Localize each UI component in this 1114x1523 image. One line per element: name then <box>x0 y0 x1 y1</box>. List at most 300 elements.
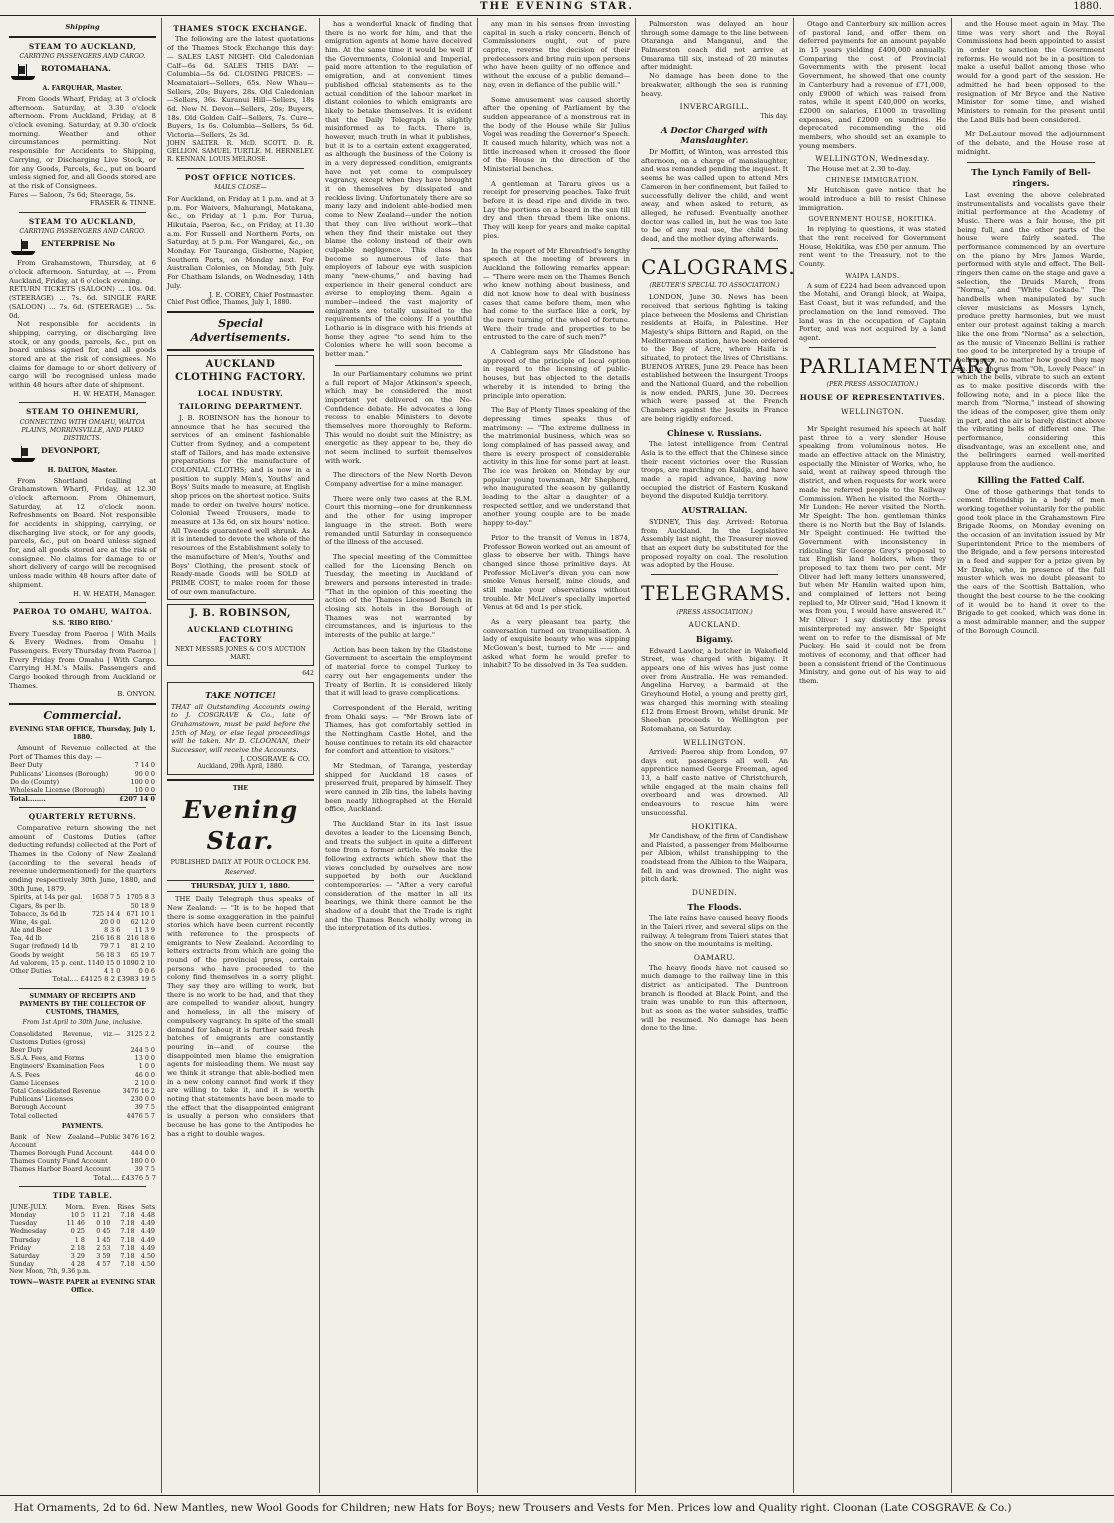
tide-cell: 7.18 <box>120 1243 135 1252</box>
table-cell: 81 2 10 <box>130 942 155 951</box>
divider <box>167 779 314 781</box>
table-cell: 1658 7 5 <box>91 893 121 902</box>
ship-name: S.S. 'RIBO RIBO.' <box>52 619 113 627</box>
news-paragraph: No damage has been done to the breakwater, although the sea is running heavy. <box>641 72 788 98</box>
ship-entry <box>9 64 156 82</box>
news-paragraph: and the House meet again in May. The time was very short and the Royal Commissions had been appointed to assist in order to sanction the Government reforms. He would not be in a position to make a useful ballot among those who would for a good part of the session. He admitted he had been opposed to the resignation of Mr Bryce and the Native Minister for some time, and wished Ministers to remain for the present until the Land Bills had been considered. <box>957 20 1105 124</box>
news-paragraph: Action has been taken by the Gladstone Government to ascertain the employment of material force to compel Turkey to carry out her engagements under the Treaty of Berlin. It is considered likely that it will lead to grave complications. <box>325 645 472 698</box>
tide-row <box>9 1211 156 1219</box>
tide-cell: 4.49 <box>140 1219 155 1228</box>
tide-row <box>9 1244 156 1252</box>
news-paragraph: Otago and Canterbury six million acres of pastoral land, and offer them on deferred payments for an amount payable in 15 years yielding £400,000 annually. Comparing the cost of Provincial Governments with the present local Government, he showed that one county in Canterbury had a revenue of £71,000, only £9000 of which was raised from rates, while it spent £40,000 on works, £2000 on salaries, £1000 in travelling expenses, and £2000 on sundries. He deprecated recommending the old members, who should set an example to young members. <box>799 20 946 150</box>
post-office-subtitle: MAILS CLOSE— <box>214 184 267 191</box>
dateline-date: This day. <box>760 112 788 120</box>
notice-title: STEAM TO AUCKLAND, <box>28 41 137 51</box>
quarterly-row <box>9 893 156 901</box>
tide-cell: 4.49 <box>140 1227 155 1236</box>
notice-agents: FRASER & TINNE. <box>89 199 156 208</box>
quarterly-row <box>9 910 156 918</box>
story-body: The late rains have caused heavy floods in the Taieri river, and several slips on the railway. A telegram from Taieri states that the snow on the mountains is melting. <box>641 914 788 949</box>
commercial-heading: Commercial. <box>43 709 122 723</box>
issue-date: THURSDAY, JULY 1, 1880. <box>167 880 314 893</box>
tide-cell: 0 10 <box>96 1219 111 1228</box>
dateline-place: WELLINGTON. <box>841 406 904 416</box>
column-news <box>478 18 636 1493</box>
tide-cell: 1 45 <box>96 1235 111 1244</box>
table-cell: 230 0 0 <box>130 1095 155 1104</box>
ad-name: J. B. ROBINSON, <box>189 608 292 620</box>
table-cell: 50 18 9 <box>130 901 155 910</box>
table-cell: Total collected <box>10 1111 58 1120</box>
news-paragraph: Mr DeLautour moved the adjournment of the debate, and the House rose at midnight. <box>957 130 1105 156</box>
post-office-signature: J. E. COREY, Chief Postmaster. <box>208 290 314 299</box>
payments-total: Total.... £4376 5 7 <box>93 1173 156 1182</box>
table-cell: Tea, 4d lb <box>10 934 42 943</box>
tide-header-cell: Rises <box>117 1202 135 1211</box>
quarterly-total: Total.... £4125 8 2 £3983 19 5 <box>52 975 156 984</box>
dateline-place: HOKITIKA. <box>691 821 738 831</box>
table-cell: 7 14 0 <box>134 761 155 770</box>
notice-subtitle: CARRYING PASSENGERS AND CARGO. <box>19 228 146 236</box>
table-cell: Consolidated Revenue, viz.—Customs Duties (gross) <box>10 1029 121 1046</box>
tide-cell: 7.18 <box>120 1210 135 1219</box>
ship-entry <box>9 239 156 257</box>
table-cell: 3125 2 2 <box>126 1029 155 1038</box>
news-paragraph: There were only two cases at the R.M. Court this morning—one for drunkenness and the other for using improper language in the street. Both were remanded until Saturday in consequence of the illness of the accused. <box>325 494 472 547</box>
divider <box>19 602 146 603</box>
tide-row <box>9 1227 156 1235</box>
table-cell: 4 1 0 <box>104 967 121 976</box>
clothing-factory-ad <box>167 355 314 600</box>
dateline-date: Tuesday. <box>918 417 946 425</box>
story-body: Edward Lawlor, a butcher in Wakefield Street, was charged with bigamy. It appears one of his wives has just come over from Australia. He was remanded. Angelina Harvey, a barmaid at the Greyhound Hotel, a young and pretty girl, was charged this morning with stealing £12 from Ernest Brown, whilst drunk. Mr Sheehan proceeds to Wellington per Rotomahana, on Saturday. <box>641 646 788 733</box>
tide-cell: 4 28 <box>70 1260 85 1269</box>
table-cell: 90 0 0 <box>134 769 155 778</box>
divider <box>177 168 304 169</box>
tide-header-cell: JUNE-JULY. <box>10 1202 48 1211</box>
subheading: GOVERNMENT HOUSE, HOKITIKA. <box>808 216 937 224</box>
table-cell: Borough Account <box>10 1103 67 1112</box>
post-office-title: POST OFFICE NOTICES. <box>184 172 297 182</box>
post-office-text: For Auckland, on Friday at 1 p.m. and at 3 p.m. For Waivers, Mahurangi, Matakana, &c., on Friday at 1 p.m. For Turua, Hikutaia, Paeroa, &c., on Friday, at 11.30 a.m. For Russell and Northern Ports, on Saturday, at 5 p.m. For Wangarei, &c., on Monday. For Tauranga, Gisborne, Napier, Southern Ports, on Monday next. For Australian Colonies, on Monday, 5th July. For Chatham Islands, on Wednesday, 14th July. <box>167 194 314 290</box>
table-cell: Spirits, at 14s per gal. <box>10 893 83 902</box>
notice-date: Auckland, 29th April, 1880. <box>197 763 284 771</box>
notice-body: Not responsible for accidents in shipping, carrying, or discharging live stock, or any goods, parcels, &c., put on board unless signed for, and all goods stored are at the risk of consignees. No claims for damage to or short delivery of cargo will be recognised unless made within 48 hours after date of shipment. <box>9 320 156 389</box>
divider <box>335 365 462 366</box>
table-cell: 1140 15 0 <box>87 958 121 967</box>
table-cell: 1090 2 10 <box>122 958 155 967</box>
tide-row <box>9 1236 156 1244</box>
exchange-text: The following are the latest quotations of the Thames Stock Exchange this day: — SALES LAST NIGHT: Old Caledonian Calf—6s 6d. SALES THIS DAY: — Columbia—5s 6d. CLOSING PRICES: — Moanataiari—Sellers, 65s. New Whau—Sellers, 20s; Buyers, 28s. Old Caledonian—Sellers, 36s. Kuranui Hill—Sellers, 18s 6d. New N. Devon—Sellers, 20s; Buyers, 18s. Old Golden Calf—Sellers, 7s. Cure—Buyers, 1s 6s. Columbia—Sellers, 5s 6d. Victoria—Sellers, 2s 3d. <box>167 35 314 140</box>
tide-cell: 10 5 <box>70 1210 85 1219</box>
story-heading: The Floods. <box>687 901 742 912</box>
divider <box>19 1186 146 1187</box>
notice-title: STEAM TO OHINEMURI, <box>25 407 140 417</box>
masthead <box>0 0 1114 16</box>
table-cell: 216 18 6 <box>126 934 155 943</box>
calograms-source: (REUTER'S SPECIAL TO ASSOCIATION.) <box>649 282 780 290</box>
news-paragraph: A Cablegram says Mr Gladstone has approved of the principle of local option in regard to the licensing of public-houses, but has objected to the details whereby it is intended to bring the principle into operation. <box>483 348 630 400</box>
quarterly-row <box>9 967 156 975</box>
story-body: Arrived: Paeroa ship from London, 97 days out, passengers all well. An apprentice named George Freeman, aged 13, a half caste native of Christchurch, while engaged at the main chains fell overboard and was drowned. All endeavours to rescue him were unsuccessful. <box>641 748 788 817</box>
notice-title: PAEROA TO OMAHU, WAITOA. <box>12 607 153 617</box>
tide-header-cell: Sets <box>140 1202 155 1211</box>
story-heading: Bigamy. <box>695 633 734 644</box>
brokers-list: JOHN SALTER. R. McD. SCOTT. D. R. GELLION. SAMUEL TURTLE. M. HERNELEY. R. KENNAN. LOUIS MELROSE. <box>167 139 314 163</box>
table-cell: Other Duties <box>10 967 52 976</box>
news-paragraph: In the report of Mr Ehrenfried's lengthy speech at the meeting of brewers in Auckland the following remarks appear: — "There were men on the Thames Bench who knew nothing about business, and did not know how to deal with business cases that came before them, men who had come to the surface like a cork, by the mere turning of the wheel of fortune. Were their trade and properties to be entrusted to the care of such men?" <box>483 246 630 342</box>
leader-article: THE Daily Telegraph thus speaks of New Zealand: — "It is to be hoped that there is some exaggeration in the painful stories which have been current recently with reference to the prospects of emigrants to New Zealand. According to letters extracts from which are going the round of the provincial press, certain persons who have proceeded to the colony find themselves in a sorry plight. They say they are willing to work, but there is no work to be had, and that they are compelled to wander about, hungry and homeless, in all the misery of compulsory vagrancy. In spite of the small demand for labour, it is further said fresh batches of emigrants are constantly pouring in—and of course the disappointed men blame the emigration agents for misleading them. We must say we think it strange that able-bodied men in a new colony cannot find work if they are willing to take it, and it is worth noting that statements have been made to the effect that the disappointed emigrant is usually a person who considers that because he has gone to the Antipodes he has a right to double wages. <box>167 895 314 1138</box>
table-cell: Thames Harbor Board Account <box>10 1165 111 1174</box>
post-office-date: Chief Post Office, Thames, July 1, 1880. <box>167 299 292 307</box>
summary-row <box>9 1095 156 1103</box>
tide-table <box>9 1203 156 1269</box>
notice-body: From Goods Wharf, Friday, at 3 o'clock afternoon. Saturday, at 3.30 o'clock afternoon. From Auckland, Friday, at 8 o'clock evening. Saturday, at 9.30 o'clock morning. Weather and other circumstances permitting. Not responsible for Accidents to Shipping, Carrying, or Discharging Live Stock, or for any Goods, Parcels, &c., put on board unless signed for, and all Goods stored are at the risk of Consignees. <box>9 95 156 190</box>
newspaper-nameplate: Evening Star. <box>182 795 299 855</box>
column-telegrams <box>636 18 794 1493</box>
table-cell: Sugar (refined) 1d lb <box>10 942 78 951</box>
news-paragraph: The House met at 2.30 to-day. <box>807 164 911 173</box>
robinson-ad <box>167 604 314 666</box>
tide-row <box>9 1260 156 1268</box>
news-paragraph: In replying to questions, it was stated that the rent received for Government House, Hokitika, was £50 per annum. The rent went to the Treasury, not to the County. <box>799 225 946 269</box>
steamship-icon <box>9 239 37 257</box>
commercial-dateline: EVENING STAR OFFICE, Thursday, July 1, 1880. <box>9 726 156 742</box>
dateline-place: INVERCARGILL. <box>679 102 750 112</box>
tide-cell: 7.18 <box>120 1227 135 1236</box>
parliamentary-source: (PER PRESS ASSOCIATION.) <box>826 381 919 389</box>
table-cell: Total Consolidated Revenue <box>10 1086 101 1095</box>
quarterly-row <box>9 942 156 950</box>
calograms-heading: CALOGRAMS. <box>641 254 796 279</box>
table-cell: Beer Duty <box>10 1046 43 1055</box>
summary-subtitle: From 1st April to 30th June, inclusive. <box>22 1018 143 1026</box>
revenue-intro: Amount of Revenue collected at the Port of Thames this day: — <box>9 744 156 761</box>
story-body: Mr Candishaw, of the firm of Candishaw and Plaisted, a passenger from Melbourne per Albion, whilst transhipping to the roadstead from the Albion to the Waipara, fell in and was drowned. The night was pitch dark. <box>641 832 788 884</box>
news-paragraph: The special meeting of the Committee called for the Licensing Bench on Tuesday, the meeting in Auckland of brewers and persons interested in trade: "That in the opinion of this meeting the action of the Thames Licensed Bench in closing six hotels in the Borough of Thames was not warranted by circumstances, and is injurious to the interests of the public at large." <box>325 552 472 640</box>
tide-cell: 4 57 <box>96 1260 111 1269</box>
divider <box>9 703 156 705</box>
column-editorial <box>320 18 478 1493</box>
notice-signature: J. COSGRAVE & CO. <box>240 754 310 763</box>
tide-cell: 2 53 <box>96 1243 111 1252</box>
tide-cell: 7.18 <box>120 1260 135 1269</box>
column-shipping <box>4 18 162 1493</box>
tide-cell: 7.18 <box>120 1219 135 1228</box>
waste-paper-notice: TOWN—WASTE PAPER at EVENING STAR Office. <box>9 1279 156 1295</box>
notice-subtitle: CONNECTING WITH OMAHU, WAITOA PLAINS, MORRINSVILLE, AND PIAKO DISTRICTS. <box>19 418 146 442</box>
news-paragraph: The Auckland Star in its last issue devotes a leader to the Licensing Bench, and treats the subject in quite a different tone from a former article. We make the following extracts which show that the views concluded by ourselves are now supported by both our Auckland contemporaries: — "After a very careful consideration of the matter in all its bearings, we think there cannot be the shadow of a doubt that the Trade is right and the Thames Bench wholly wrong in the interpretation of its duties. <box>325 820 472 933</box>
ad-line: AUCKLAND CLOTHING FACTORY <box>187 625 294 644</box>
news-paragraph: Palmerston was delayed an hour through some damage to the line between Otaranga and Manganui, and the Palmerston coach did not arrive at Omarama till six, instead of 20 minutes after midnight. <box>641 20 788 72</box>
notice-title: STEAM TO AUCKLAND, <box>28 216 137 226</box>
notice-fares: Fares — Saloon, 7s 6d; Steerage, 5s. <box>9 190 136 199</box>
dateline-place: WELLINGTON, Wednesday. <box>815 154 930 164</box>
ship-master: A. FARQUHAR, Master. <box>42 85 123 93</box>
ship-name: ENTERPRISE No <box>41 239 115 249</box>
summary-title: SUMMARY OF RECEIPTS AND PAYMENTS BY THE COLLECTOR OF CUSTOMS, THAMES, <box>19 992 146 1016</box>
tide-cell: Sunday <box>10 1260 35 1269</box>
table-cell: 46 0 0 <box>134 1070 155 1079</box>
tide-header-cell: Even. <box>92 1202 111 1211</box>
payments-row <box>9 1157 156 1165</box>
notice-body: From Shortland (calling at Grahamstown Wharf), Friday, at 12.30 o'clock afternoon. From Ohinemuri, Saturday, at 12 o'clock noon. Refreshments on Board. Not responsible for accidents in shipping, carrying, or discharging live stock, or for any goods, parcels, &c., put on board unless signed for, and all goods stored are at the risk of consignee. No claims for damage to or short delivery of cargo will be recognised unless made within 48 hours after date of shipment. <box>9 476 156 589</box>
publication-note: PUBLISHED DAILY AT FOUR O'CLOCK P.M. <box>170 858 311 866</box>
table-cell: 216 16 8 <box>91 934 121 943</box>
quarterly-row <box>9 902 156 910</box>
editorial-paragraph: has a wonderful knack of finding that there is no work for him, and that the emigration agents at home have deceived him. At the same time it would be well if the Governments, Colonial and Imperial, paid more attention to the regulation of emigration, and at convenient times published official statements as to the actual condition of the labour market in distant colonies to which emigrants are likely to betake themselves. It is evident that the Daily Telegraph is slightly misinformed as to facts. There is, however, much truth in what it publishes, but it is to a certain extent exaggerated, as although the business of the Colony is in a very depressed condition, emigrants have not yet come to compulsory vagrancy, except when they have brought it on themselves by dissipated and reckless living. Unfortunately there are so many lazy and indolent able-bodied men come to New Zealand—under the notion that they can live without work—that when they find their mistake out they blame the colony instead of their own culpable negligence. This class has become so numerous of late that employers of labour eye with suspicion many "new-chums," and having had experience in their general conduct are averse to employing them. Again a number—indeed the vast majority of emigrants are totally unsuited to the requirements of the colony. If a youthful Lothario is in disgrace with his friends at home they agree "to send him to the Colonies where he will soon become a better man." <box>325 20 472 359</box>
notice-agents: B. ONYON. <box>117 690 156 699</box>
divider <box>167 311 314 313</box>
payments-row <box>9 1149 156 1157</box>
column-local <box>952 18 1110 1493</box>
table-cell: 3476 16 2 <box>122 1086 155 1095</box>
divider <box>651 248 778 249</box>
divider <box>967 162 1095 163</box>
ship-name: ROTOMAHANA. <box>41 64 111 74</box>
tide-row <box>9 1219 156 1227</box>
telegrams-heading: TELEGRAMS. <box>641 580 793 605</box>
summary-table <box>9 1030 156 1120</box>
story-body: Last evening the above celebrated instrumentalists and vocalists gave their initial performance at the Academy of Music. There was a fair house, the pit being full, and the other parts of the house were fairly seated. The performance commenced by an overture on the piano by Mrs James Warde, performed with style and effect. The Bell-ringers then came on the stage and gave a selection, the Druids March, from "Norma," and "White Cockade." The handbells when manipulated by such clever musicians as Messrs Lynch, produce pretty harmonies, but we must enter our protest against taking a march like the one from "Norma" as a selection, as the music of Vincenzo Bellini is rather too good to be interpreted by a troupe of bellringers, no matter how good they may be. The chorus from "Oh, Lovely Peace" in which the bells, vibrate to such an extent as to make positive discords with the following note, and in a piece like the march from "Norma," instead of showing the ideas of the composer, give them only in part, and the air is barely distinct above the vibrating bells of different one. The performance, considering this disadvantage, was an excellent one, and the bellringers earned well-merited applause from the audience. <box>957 190 1105 469</box>
table-cell: 3476 16 2 <box>122 1132 155 1141</box>
story-body: One of those gatherings that tends to cement friendship in a body of men working together voluntarily for the public good took place in the Grahamstown Fire Brigade Rooms, on Monday evening on the occasion of an invitation issued by Mr Superintendent Price to the members of the Brigade, and a few persons interested in a feed and supper for a prize given by Mr Drake, who, in presence of the full muster which was no doubt pleasant to the ears of the Scottish Battalion, who thought the best course to be the cooking of it would be to hand it over to the Brigade to get cooked, which was done in a most admirable manner, and the supper of the Borough Council. <box>957 487 1105 635</box>
ad-subtitle: LOCAL INDUSTRY. <box>197 388 284 398</box>
table-cell: 11 3 9 <box>134 926 155 935</box>
table-cell: 8 3 6 <box>104 926 121 935</box>
notice-body: THAT all Outstanding Accounts owing to J. COSGRAVE & Co., late of Grahamstown, must be paid before the 15th of May, or else legal proceedings will be taken. Mr D. CLOONAN, their Successor, will receive the Accounts. <box>171 702 310 754</box>
table-cell: 39 7 5 <box>134 1165 155 1174</box>
tide-cell: 0 25 <box>70 1227 85 1236</box>
table-cell: Cigars, 8s per lb. <box>10 901 66 910</box>
news-paragraph: The directors of the New North Devon Company advertise for a mine manager. <box>325 471 472 489</box>
dateline-place: AUCKLAND. <box>688 620 741 630</box>
quarterly-table <box>9 893 156 975</box>
payments-row <box>9 1165 156 1173</box>
table-cell: Bank of New Zealand—Public Account <box>10 1132 121 1149</box>
tide-cell: 3 59 <box>96 1251 111 1260</box>
revenue-row <box>9 761 156 769</box>
exchange-title: THAMES STOCK EXCHANGE. <box>173 24 308 33</box>
table-cell: Game Licenses <box>10 1078 59 1087</box>
summary-row <box>9 1103 156 1111</box>
tide-cell: 2 18 <box>70 1243 85 1252</box>
divider <box>651 574 778 575</box>
revenue-table <box>9 761 156 803</box>
story-heading: AUSTRALIAN. <box>681 505 748 516</box>
story-body: Dr Moffitt, of Winton, was arrested this afternoon, on a charge of manslaughter, and was remanded pending the inquest. It seems he was called upon to attend Mrs Cameron in her confinement, but failed to successfully deliver the child, and went away, and when asked to return, as alleged, he refused. Eventually another doctor was called in, but he was too late to be of any real use, the child being dead, and the mother dying afterwards. <box>641 148 788 243</box>
tide-cell: 11 46 <box>66 1219 85 1228</box>
divider <box>19 402 146 403</box>
ad-number: 642 <box>302 669 314 677</box>
tide-cell: 4.50 <box>140 1251 155 1260</box>
footer-advertisement: Hat Ornaments, 2d to 6d. New Mantles, new Wool Goods for Children; new Hats for Boys; new Trousers and Vests for Men. Prices low and Quality right. Cloonan (Late COSGRAVE & Co.) <box>0 1495 1114 1523</box>
ad-department: TAILORING DEPARTMENT. <box>178 402 303 412</box>
quarterly-row <box>9 951 156 959</box>
news-paragraph: Mr Hutchison gave notice that he would introduce a bill to resist Chinese immigration. <box>799 186 946 212</box>
newspaper-title: THE EVENING STAR. <box>480 1 634 12</box>
summary-row <box>9 1079 156 1087</box>
quarterly-row <box>9 918 156 926</box>
page-year: 1880. <box>1073 1 1102 12</box>
quarterly-row <box>9 959 156 967</box>
story-heading: Chinese v. Russians. <box>667 427 762 438</box>
telegrams-source: (PRESS ASSOCIATION.) <box>676 608 753 616</box>
notice-fares: RETURN TICKETS (SALOON) ... 10s. 0d. (STEERAGE) ... 7s. 6d. SINGLE FARE (SALOON) ... 7s. 6d. (STEERAGE) ... 5s. 0d. <box>9 285 156 320</box>
house-heading: HOUSE OF REPRESENTATIVES. <box>799 393 946 403</box>
table-cell: Wholesale License (Borough) <box>10 786 105 795</box>
table-cell: Thames Borough Fund Account <box>10 1149 113 1158</box>
table-cell: 1705 8 3 <box>126 893 155 902</box>
story-heading: Killing the Fatted Calf. <box>977 474 1085 485</box>
table-cell: 65 19 7 <box>130 950 155 959</box>
quarterly-text: Comparative return showing the net amount of Customs Duties (after deducting refunds) collected at the Port of Thames in the Colony of New Zealand (according to the several heads of revenue undermentioned) for the quarters ending respectively 30th June, 1880, and 30th June, 1879. <box>9 823 156 893</box>
tide-cell: 0 45 <box>96 1227 111 1236</box>
divider <box>809 347 936 348</box>
table-cell: Wine, 4s gal. <box>10 917 52 926</box>
table-cell: 2 10 0 <box>134 1078 155 1087</box>
tide-cell: Thursday <box>10 1235 41 1244</box>
table-cell: 1 0 0 <box>138 1062 155 1071</box>
table-cell: Do do (County) <box>10 777 60 786</box>
tide-cell: 7.18 <box>120 1251 135 1260</box>
ship-entry <box>9 446 156 464</box>
tide-header-cell: Morn. <box>65 1202 85 1211</box>
dateline-place: DUNEDIN. <box>691 888 738 898</box>
news-paragraph: A gentleman at Tararu gives us a receipt for preserving peaches. Take fruit before it is dead ripe and divide in two. Lay the portions on a board in the sun till dry and then thread them like onions. They will keep for years and make capital pies. <box>483 179 630 240</box>
tide-cell: 3 29 <box>70 1251 85 1260</box>
table-cell: Ad valorem, 15 p. cent. <box>10 958 86 967</box>
summary-row <box>9 1030 156 1046</box>
notice-agents: H. W. HEATH, Manager. <box>72 389 156 398</box>
table-cell: 13 0 0 <box>134 1054 155 1063</box>
notice-subtitle: CARRYING PASSENGERS AND CARGO. <box>19 53 146 61</box>
reserved-note: Reserved. <box>224 868 257 876</box>
quarterly-title: QUARTERLY RETURNS. <box>28 812 137 822</box>
tide-cell: Wednesday <box>10 1227 47 1236</box>
calograms-body: LONDON, June 30. News has been received that serious fighting is taking place between the Moslems and Christian residents at Haifa, in Palestine. Her Majesty's ships Bittern and Rapid, on the Mediterranean station, have been ordered to the Bay of Acre, where Haifa is situated, to protect the lives of Christians. BUENOS AYRES, June 29. Peace has been established between the Insurgent Troops and the National Guard, and the rebellion is now ended. PARIS, June 30. Decrees which were passed at the French Chambers against the Jesuits in France are being rigidly enforced. <box>641 293 788 423</box>
news-paragraph: Mr Stedman, of Taranga, yesterday shipped for Auckland 18 cases of preserved fruit, prepared by himself. They were canned in 2lb tins, the labels having been neatly lithographed at the Herald office, Auckland. <box>325 762 472 814</box>
quarterly-row <box>9 926 156 934</box>
tide-cell: 4.49 <box>140 1235 155 1244</box>
revenue-row <box>9 786 156 795</box>
column-exchange <box>162 18 320 1493</box>
table-cell: Engineers' Examination Fees <box>10 1062 105 1071</box>
title-the: THE <box>232 785 249 793</box>
table-cell: Goods by weight <box>10 950 65 959</box>
dateline-place: WELLINGTON. <box>683 737 746 747</box>
summary-row <box>9 1071 156 1079</box>
revenue-row <box>9 770 156 778</box>
section-heading: Shipping <box>65 23 100 31</box>
tide-cell: Saturday <box>10 1251 40 1260</box>
notice-body: From Grahamstown, Thursday, at 6 o'clock afternoon. Saturday, at —. From Auckland, Friday, at 6 o'clock evening. <box>9 259 156 285</box>
table-cell: Publicans' Licenses (Borough) <box>10 769 109 778</box>
table-cell: Beer Duty <box>10 761 43 770</box>
table-cell: Ale and Beer <box>10 926 52 935</box>
summary-row <box>9 1046 156 1054</box>
news-paragraph: The Bay of Plenty Times speaking of the depressing times speaks thus of matrimony: — "The extreme dullness in the matrimonial business, which was so long complained of has passed away, and there is every prospect of considerable activity in this line for some part at least. The ice was broken on Monday by our popular young townsman, Mr Shepherd, who inaugurated the season by gallantly leading to the altar a daughter of a respected settler, and we understand that another young couple are to be made happy to-day." <box>483 406 630 528</box>
table-cell: 79 7 1 <box>100 942 121 951</box>
tide-cell: 7.18 <box>120 1235 135 1244</box>
quarterly-row <box>9 934 156 942</box>
subheading: CHINESE IMMIGRATION. <box>825 177 920 185</box>
special-ads-heading: Special Advertisements. <box>190 317 291 345</box>
table-cell <box>87 902 122 910</box>
notice-agents: H. W. HEATH, Manager. <box>72 589 156 598</box>
divider <box>167 349 314 351</box>
revenue-total-label: Total........ <box>9 795 116 804</box>
table-cell: A.S. Fees <box>10 1070 40 1079</box>
table-cell: 725 14 4 <box>91 909 121 918</box>
tide-cell: 4.50 <box>140 1260 155 1269</box>
table-cell: 244 5 0 <box>130 1046 155 1055</box>
newspaper-columns <box>4 18 1110 1493</box>
steamship-icon <box>9 446 37 464</box>
summary-row <box>9 1087 156 1095</box>
news-paragraph: In our Parliamentary columns we print a full report of Major Atkinson's speech, which may be considered the most important yet delivered on the No-Confidence debate. He advocates a long recess to enable Ministers to devote themselves more thoroughly to Reform. This would no doubt suit the Ministry; as energetic as they appear to be, they do not seem inclined to surfeit themselves with work. <box>325 369 472 465</box>
news-paragraph: any man in his senses from investing capital in such a risky concern. Bench of Commissioners ought, out of pure caprice, reverse the decision of their predecessors and bring ruin upon persons who have been guilty of no offence and without the excuse of a public demand—nay, even in defiance of the public will." <box>483 20 630 89</box>
tide-cell: 1 8 <box>74 1235 85 1244</box>
story-body: The heavy floods have not caused so much damage to the railway line in this district as anticipated. The Duntroon branch is flooded at Black Point, and the train was unable to run this afternoon, but as soon as the water subsides, traffic will be resumed. No damage has been done to the line. <box>641 963 788 1033</box>
table-cell: 4476 5 7 <box>126 1111 155 1120</box>
summary-row <box>9 1054 156 1062</box>
table-cell: 0 0 6 <box>138 967 155 976</box>
tide-cell: Monday <box>10 1210 37 1219</box>
news-paragraph: Some amusement was caused shortly after the opening of Parliament by the sudden appearance of a monstrous rat in the body of the House while Sir Julius Vogel was reading the Governor's Speech. It caused much hilarity, which was not a little increased when it crossed the floor of the House in the direction of the Ministerial benches. <box>483 95 630 173</box>
summary-row <box>9 1062 156 1070</box>
table-cell: Publicans' Licenses <box>10 1095 74 1104</box>
divider <box>19 212 146 213</box>
dateline-place: OAMARU. <box>693 953 736 963</box>
story-body: The latest intelligence from Central Asia is to the effect that the Chinese since their recent victories over the Russian troops, are marching on Kuldja, and have made a rapid advance, having now occupied the district of Eastern Kuskand beyond the disputed Kuldja territory. <box>641 440 788 501</box>
tide-cell: Friday <box>10 1243 32 1252</box>
divider <box>9 36 156 38</box>
story-heading: A Doctor Charged with Manslaughter. <box>660 124 769 146</box>
parliamentary-body: Mr Speight resumed his speech at half past three to a very slender House speaking from voluminous notes. He made an effective attack on the Ministry, especially the Minister of Works, who, he said, went at railway speed through the district, and when requests for work were made he referred people to the Railway Commission. When he visited the North— Mr Lundon: He never visited the North. Mr Speight: The hon. gentleman thinks there is no North but the Bay of Islands. Mr Speight continued: He twitted the Government with inconsistency in ridiculing Sir George Grey's proposal to tax English land holders, when they proposed to tax them two per cent. Mr Oliver had left many letters unanswered, but when Mr Hamlin waited upon him, and complained of letters not being replied to, Mr Oliver said, "Had I known it was from you, I would have answered it." Mr Oliver: I say distinctly the press misinterpreted my answer. Mr Speight went on to refer to the dismissal of Mr Puckey. He said it could not be from motives of economy, and that officer had been a consistent friend of the Continuous Ministry, and gone out of his way to aid them. <box>799 425 946 685</box>
ad-title: AUCKLAND CLOTHING FACTORY. <box>175 359 306 384</box>
tide-cell: 4.49 <box>140 1243 155 1252</box>
parliamentary-heading: PARLIAMENTARY. <box>799 353 1001 378</box>
tide-row <box>9 1252 156 1260</box>
summary-row <box>9 1112 156 1120</box>
table-cell: Tobacco, 3s 6d lb <box>10 909 67 918</box>
tide-cell: 11 21 <box>92 1210 111 1219</box>
tide-note: New Moon, 7th, 9.36 p.m. <box>9 1268 91 1276</box>
story-heading: The Lynch Family of Bell-ringers. <box>971 167 1091 189</box>
payments-title: PAYMENTS. <box>61 1122 104 1130</box>
table-cell: Thames County Fund Account <box>10 1157 108 1166</box>
notice-heading: TAKE NOTICE! <box>205 689 276 700</box>
divider <box>19 988 146 989</box>
ad-body: J. B. ROBINSON has the honour to announce that he has secured the services of an eminent fashionable Cutter from Sydney, and a competent staff of Tailors, and has made extensive preparations for the manufacture of COLONIAL CLOTHS; and is now in a position to supply Men's, Youths' and Boys' Suits made to measure, at English shop prices on the shortest notice. Suits made to order on twelve hours' notice. Colonial Tweed Trousers, made to measure at 13s 6d, on six hours' notice. All Tweeds guaranteed well shrunk. As it is intended to devote the whole of the resources of the Establishment solely to the manufacture of Men's, Youths' and Boys' Clothing, the present stock of Ready-made Goods will be SOLD at PRIME COST, to make room for those of our own manufacture. <box>171 413 310 596</box>
tide-cell: 4.48 <box>140 1210 155 1219</box>
table-cell: 20 0 0 <box>100 917 121 926</box>
tide-cell: Tuesday <box>10 1219 37 1228</box>
story-body: SYDNEY, This day. Arrived: Rotorua from Auckland. In the Legislative Assembly last night, the Treasurer moved that an export duty be substituted for the proposed royalty on coal. The resolution was adopted by the House. <box>641 517 788 570</box>
table-cell: 62 12 0 <box>130 917 155 926</box>
payments-table <box>9 1133 156 1174</box>
divider <box>19 807 146 808</box>
tide-title: TIDE TABLE. <box>52 1191 113 1201</box>
table-cell: 180 0 0 <box>130 1157 155 1166</box>
table-cell: 10 0 0 <box>134 786 155 795</box>
column-parliament <box>794 18 1001 1493</box>
table-cell: 100 0 0 <box>130 777 155 786</box>
table-cell: 444 0 0 <box>130 1149 155 1158</box>
take-notice-ad <box>167 682 314 776</box>
table-cell: 671 10 1 <box>126 909 155 918</box>
